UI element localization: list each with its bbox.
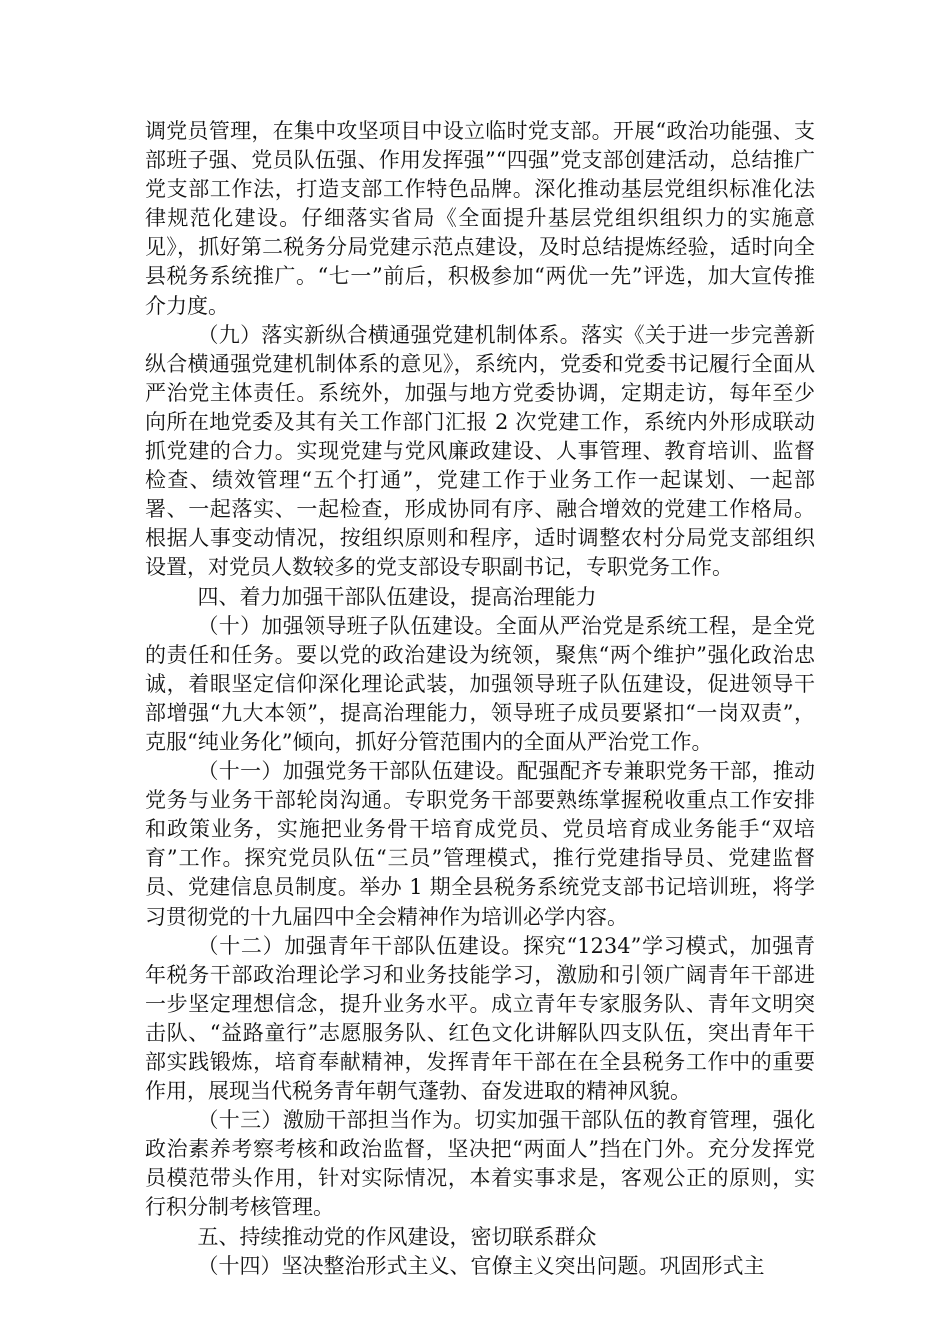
- paragraph-section-10: （十）加强领导班子队伍建设。全面从严治党是系统工程，是全党的责任和任务。要以党的政治建设为统领，聚焦“两个维护”强化政治忠诚，着眼坚定信仰深化理论武装，加强领导班子队伍建设，促进领导干部增强“九大本领”，提高治理能力，领导班子成员要紧扣“一岗双责”，克服“纯业务化”倾向，抓好分管范围内的全面从严治党工作。: [145, 613, 815, 754]
- paragraph-section-13: （十三）激励干部担当作为。切实加强干部队伍的教育管理，强化政治素养考察考核和政治监督，坚决把“两面人”挡在门外。充分发挥党员模范带头作用，针对实际情况，本着实事求是，客观公正的原则，实行积分制考核管理。: [145, 1108, 815, 1220]
- paragraph-section-11: （十一）加强党务干部队伍建设。配强配齐专兼职党务干部，推动党务与业务干部轮岗沟通。专职党务干部要熟练掌握税收重点工作安排和政策业务，实施把业务骨干培育成党员、党员培育成业务能手“双培育”工作。探究党员队伍“三员”管理模式，推行党建指导员、党建监督员、党建信息员制度。举办 1 期全县税务系统党支部书记培训班，将学习贯彻党的十九届四中全会精神作为培训必学内容。: [145, 759, 815, 929]
- paragraph-section-14: （十四）坚决整治形式主义、官僚主义突出问题。巩固形式主: [197, 1253, 765, 1278]
- heading-section-4: 四、着力加强干部队伍建设，提高治理能力: [197, 584, 597, 609]
- paragraph-section-9: （九）落实新纵合横通强党建机制体系。落实《关于进一步完善新纵合横通强党建机制体系的意见》，系统内，党委和党委书记履行全面从严治党主体责任。系统外，加强与地方党委协调，定期走访，每年至少向所在地党委及其有关工作部门汇报 2 次党建工作，系统内外形成联动抓党建的合力。实现党建与党风廉政建设、人事管理、教育培训、监督检查、绩效管理“五个打通”，党建工作于业务工作一起谋划、一起部署、一起落实、一起检查，形成协同有序、融合增效的党建工作格局。根据人事变动情况，按组织原则和程序，适时调整农村分局党支部组织设置，对党员人数较多的党支部设专职副书记，专职党务工作。: [145, 322, 815, 580]
- document-page: [145, 117, 815, 1281]
- heading-section-5: 五、持续推动党的作风建设，密切联系群众: [197, 1224, 597, 1249]
- paragraph-section-12: （十二）加强青年干部队伍建设。探究“1234”学习模式，加强青年税务干部政治理论学习和业务技能学习，激励和引领广阔青年干部进一步坚定理想信念，提升业务水平。成立青年专家服务队、青年文明突击队、“益路童行”志愿服务队、红色文化讲解队四支队伍，突出青年干部实践锻炼，培育奉献精神，发挥青年干部在在全县税务工作中的重要作用，展现当代税务青年朝气蓬勃、奋发进取的精神风貌。: [145, 933, 815, 1104]
- paragraph-party-member-management: 调党员管理，在集中攻坚项目中设立临时党支部。开展“政治功能强、支部班子强、党员队伍强、作用发挥强”“四强”党支部创建活动，总结推广党支部工作法，打造支部工作特色品牌。深化推动基层党组织标准化法律规范化建设。仔细落实省局《全面提升基层党组织组织力的实施意见》，抓好第二税务分局党建示范点建设，及时总结提炼经验，适时向全县税务系统推广。“七一”前后，积极参加“两优一先”评选，加大宣传推介力度。: [145, 119, 815, 318]
